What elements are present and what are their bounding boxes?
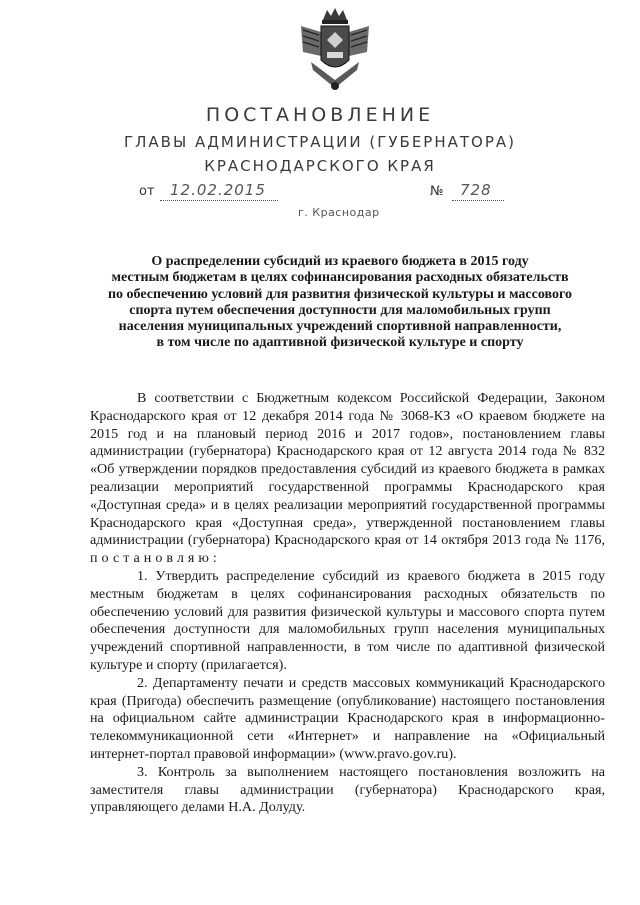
title-line: О распределении субсидий из краевого бюджета в 2015 году [151, 254, 529, 269]
number-handwritten: 728 [460, 181, 492, 199]
title-line: спорта путем обеспечения доступности для маломобильных групп [129, 302, 551, 318]
title-line: населения муниципальных учреждений спортивной направленности, [118, 319, 562, 335]
number-underline [452, 200, 504, 201]
city-label: г. Краснодар [298, 206, 380, 219]
number-prefix: № [430, 184, 444, 199]
date-prefix: от [139, 184, 155, 199]
document-type-heading: ПОСТАНОВЛЕНИЕ [205, 104, 435, 126]
preamble-text: В соответствии с Бюджетным кодексом Российской Федерации, Законом Краснодарского края от 12 декабря 2014 года № 3068-КЗ «О краевом бюджете на 2015 год и на плановый период 2016 и 2017 годов», постановлением главы администрации (губернатора) Краснодарского края от 12 августа 2014 года № 832 «Об утверждении порядков предоставления субсидий из краевого бюджета в рамках реализации мероприятий государственной программы Краснодарского края «Доступная среда» и в целях реализации мероприятий государственной программы Краснодарского края «Доступная среда», утвержденной постановлением главы администрации (губернатора) Краснодарского края от 14 октября 2013 года № 1176, [90, 390, 605, 549]
clause-3-paragraph: 3. Контроль за выполнением настоящего постановления возложить на заместителя главы администрации (губернатора) Краснодарского края, управляющего делами Н.А. Долуду. [90, 763, 605, 816]
resolve-word: постановляю: [90, 550, 221, 567]
coat-of-arms-emblem [297, 6, 373, 94]
title-line: в том числе по адаптивной физической культуре и спорту [156, 335, 524, 351]
region-heading: КРАСНОДАРСКОГО КРАЯ [204, 157, 436, 175]
date-underline [160, 200, 278, 201]
title-line: местным бюджетам в целях софинансирования расходных обязательств [111, 270, 569, 286]
clause-1-paragraph: 1. Утвердить распределение субсидий из краевого бюджета в 2015 году местным бюджетам в целях софинансирования расходных обязательств по обеспечению условий для развития физической культуры и массового спорта путем обеспечения доступности для маломобильных групп населения муниципальных учреждений спортивной направленности, в том числе по адаптивной физической культуре и спорту (прилагается). [90, 567, 605, 673]
document-body [90, 390, 605, 817]
resolution-title [60, 254, 620, 352]
date-handwritten: 12.02.2015 [170, 181, 266, 199]
issuer-heading: ГЛАВЫ АДМИНИСТРАЦИИ (ГУБЕРНАТОРА) [123, 133, 517, 151]
clause-2-paragraph: 2. Департаменту печати и средств массовых коммуникаций Краснодарского края (Пригода) обеспечить размещение (опубликование) настоящего постановления на официальном сайте администрации Краснодарского края в информационно-телекоммуникационной сети «Интернет» и направление на «Официальный интернет-портал правовой информации» (www.pravo.gov.ru). [90, 674, 605, 762]
title-line: по обеспечению условий для развития физической культуры и массового [107, 286, 572, 302]
preamble-paragraph [90, 390, 605, 568]
